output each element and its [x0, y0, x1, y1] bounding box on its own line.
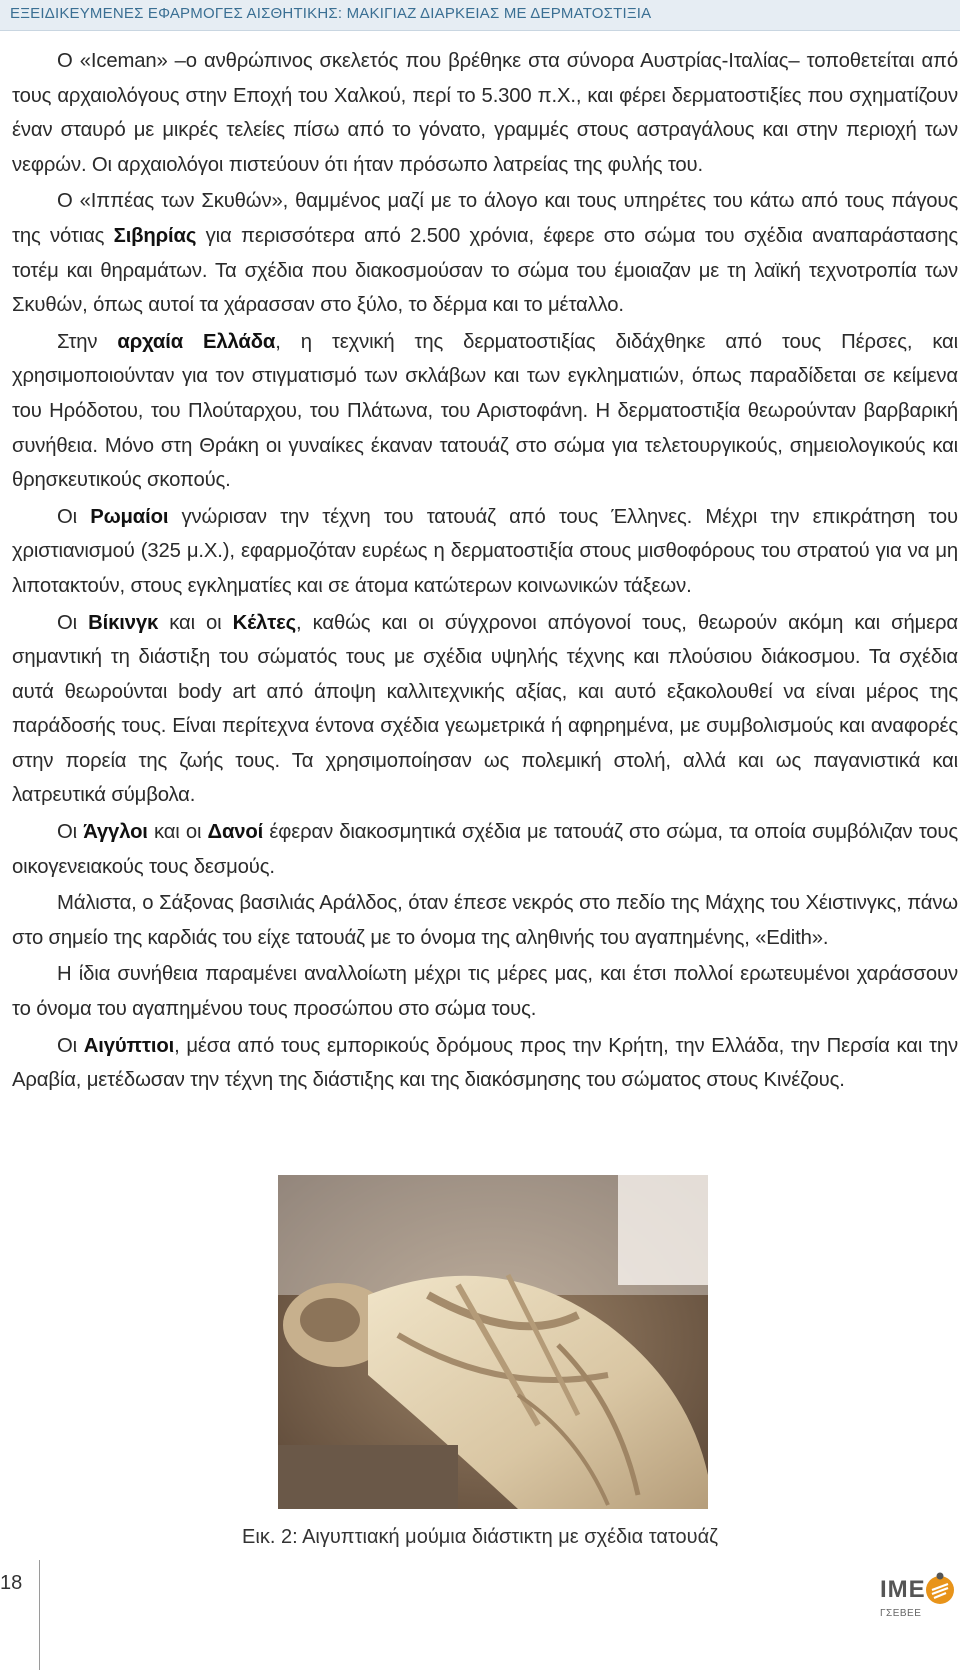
text-run: και οι [147, 821, 208, 844]
paragraph [12, 957, 958, 1026]
text-run: , μέσα από τους εμπορικούς δρόμους προς την Κρήτη, την Ελλάδα, την Περσία και την Αραβία, μετέδωσαν την τέχνη της διάστιξης και της διακόσμησης του σώματος στους Κινέζους. [12, 1034, 958, 1092]
paragraph [12, 886, 958, 955]
paragraph [12, 815, 958, 884]
footer-divider [39, 1560, 40, 1670]
page-number: 18 [0, 1572, 23, 1594]
bold-term: αρχαία Ελλάδα [117, 330, 276, 353]
text-run: Η ίδια συνήθεια παραμένει αναλλοίωτη μέχρι τις μέρες μας, και έτσι πολλοί ερωτευμένοι χαράσσουν το όνομα του αγαπημένου τους προσώπου στο σώμα τους. [12, 963, 958, 1021]
bold-term: Κέλτες [232, 611, 297, 634]
bold-term: Δανοί [207, 821, 264, 844]
running-title: ΕΞΕΙΔΙΚΕΥΜΕΝΕΣ ΕΦΑΡΜΟΓΕΣ ΑΙΣΘΗΤΙΚΗΣ: ΜΑΚΙΓΙΑΖ ΔΙΑΡΚΕΙΑΣ ΜΕ ΔΕΡΜΑΤΟΣΤΙΞΙΑ [10, 5, 652, 22]
text-run: για περισσότερα από 2.500 χρόνια, έφερε στο σώμα του σχέδια αναπαράστασης τοτέμ και θηραμάτων. Τα σχέδια που διακοσμούσαν το σώμα του έμοιαζαν με τη λαϊκή τεχνοτροπία των Σκυθών, όπως αυτοί τα χάρασσαν στο ξύλο, το δέρμα και το μέταλλο. [12, 224, 958, 317]
paragraph [12, 606, 958, 814]
mummy-photo [278, 1175, 708, 1509]
mummy-image [278, 1175, 708, 1509]
text-run: Οι [57, 1034, 84, 1057]
text-run: , η τεχνική της δερματοστιξίας διδάχθηκε από τους Πέρσες, και χρησιμοποιούνταν για τον στιγματισμό των σκλάβων και των εγκληματιών, όπως παραδίδεται σε κείμενα του Ηρόδοτου, του Πλούταρχου, του Πλάτωνα, του Αριστοφάνη. Η δερματοστιξία θεωρούνταν βαρβαρική συνήθεια. Μόνο στη Θράκη οι γυναίκες έκαναν τατουάζ στο σώμα για τελετουργικούς, σημειολογικούς και θρησκευτικούς σκοπούς. [12, 330, 958, 492]
publisher-logo [880, 1568, 958, 1628]
paragraph [12, 44, 958, 182]
text-run: γνώρισαν την τέχνη του τατουάζ από τους Έλληνες. Μέχρι την επικράτηση του χριστιανισμού (325 μ.Χ.), εφαρμοζόταν ευρέως η δερματοστιξία στους μισθοφόρους του στρατού για να μη λιποτακτούν, στους εγκληματίες και σε άτομα κατώτερων κοινωνικών τάξεων. [12, 505, 958, 597]
figure-caption: Εικ. 2: Αιγυπτιακή μούμια διάστικτη με σχέδια τατουάζ [242, 1526, 718, 1548]
text-run: έφεραν διακοσμητικά σχέδια με τατουάζ στο σώμα, τα οποία συμβόλιζαν τους οικογενειακούς τους δεσμούς. [12, 821, 958, 878]
running-header [0, 0, 960, 31]
paragraph [12, 184, 958, 322]
text-run: Οι [57, 821, 84, 844]
bold-term: Σιβηρίας [113, 224, 197, 247]
bold-term: Βίκινγκ [88, 611, 159, 634]
body-text [12, 44, 958, 1100]
text-run: Μάλιστα, ο Σάξονας βασιλιάς Αράλδος, όταν έπεσε νεκρός στο πεδίο της Μάχης του Χέιστινγκς, πάνω στο σημείο της καρδιάς του είχε τατουάζ με το όνομα της αληθινής του αγαπημένης, «Edith». [12, 892, 958, 949]
paragraph [12, 1029, 958, 1098]
text-run: Οι [57, 611, 89, 634]
logo-subtext: ΓΣΕΒΕΕ [880, 1608, 922, 1619]
paragraph [12, 325, 958, 498]
text-run: Ο «Ιππέας των Σκυθών», θαμμένος μαζί με το άλογο και τους υπηρέτες του κάτω από τους πάγους της νότιας [12, 190, 958, 247]
text-run: και οι [158, 611, 233, 634]
logo-text: ΙΜΕ [880, 1576, 926, 1603]
logo-icon [924, 1572, 956, 1606]
text-run: Στην [57, 330, 118, 353]
text-run: Ο «Iceman» –ο ανθρώπινος σκελετός που βρέθηκε στα σύνορα Αυστρίας-Ιταλίας– τοποθετείται από τους αρχαιολόγους στην Εποχή του Χαλκού, περί το 5.300 π.Χ., και φέρει δερματοστιξίες που σχηματίζουν έναν σταυρό με μικρές τελείες πίσω από το γόνατο, γραμμές στους αστραγάλους και στην περιοχή των νεφρών. Οι αρχαιολόγοι πιστεύουν ότι ήταν πρόσωπο λατρείας της φυλής του. [12, 50, 958, 176]
bold-term: Αιγύπτιοι [83, 1034, 175, 1057]
text-run: Οι [57, 505, 91, 528]
bold-term: Ρωμαίοι [90, 505, 169, 528]
text-run: , καθώς και οι σύγχρονοι απόγονοί τους, θεωρούν ακόμη και σήμερα σημαντική τη διάστιξη του σώματός τους με σχέδια υψηλής τέχνης και πλούσιου διάκοσμου. Τα σχέδια αυτά θεωρούνται body art από άποψη καλλιτεχνικής αξίας, και αυτό εξακολουθεί να είναι μέρος της παράδοσής τους. Είναι περίτεχνα έντονα σχέδια γεωμετρικά ή αφηρημένα, με συμβολισμούς και αναφορές στην πορεία της ζωής τους. Τα χρησιμοποίησαν ως πολεμική στολή, αλλά και ως παγανιστικά και λατρευτικά σύμβολα. [12, 611, 958, 807]
paragraph [12, 500, 958, 604]
bold-term: Άγγλοι [83, 821, 148, 844]
